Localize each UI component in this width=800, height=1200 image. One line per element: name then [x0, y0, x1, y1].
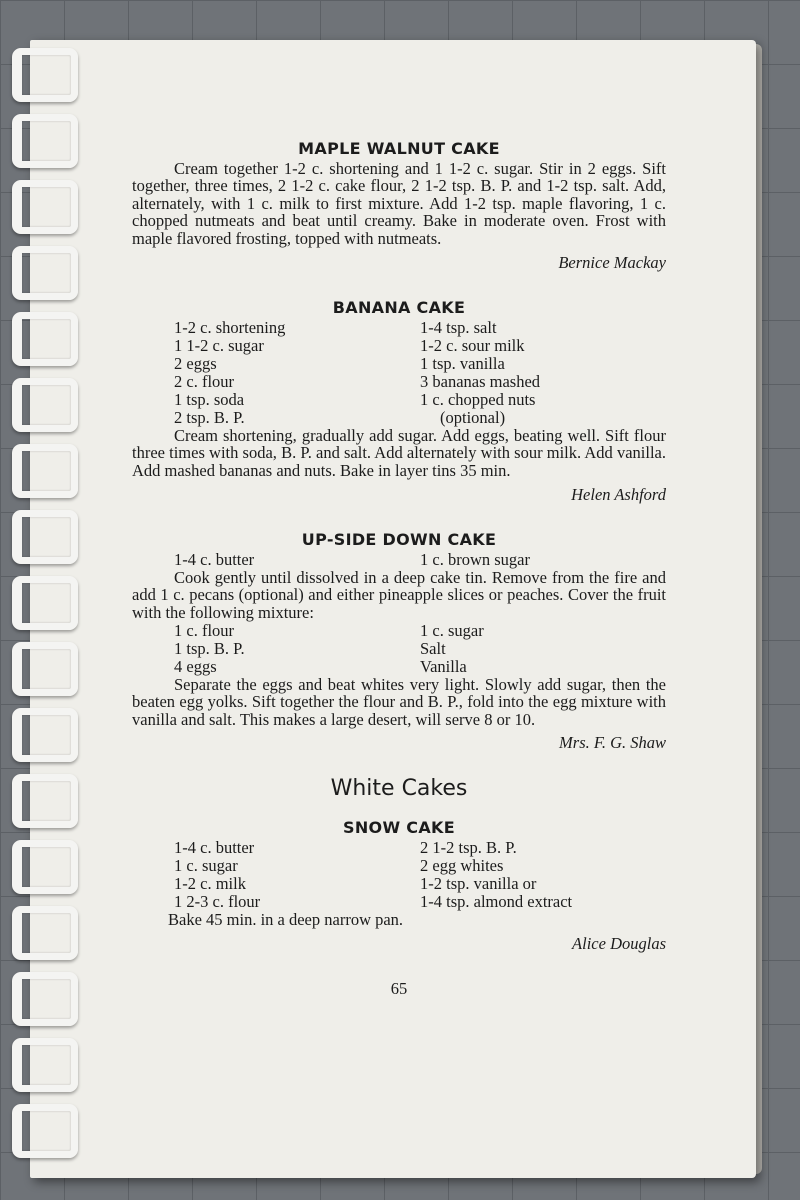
ingredient: 1 2-3 c. flour [174, 892, 261, 912]
ingredient: 1 c. chopped nuts [420, 389, 536, 409]
page-number: 65 [390, 979, 408, 999]
ingredient: 1 tsp. vanilla [420, 353, 505, 373]
binding-ring [12, 114, 78, 168]
binding-ring [12, 840, 78, 894]
binding-ring [12, 1038, 78, 1092]
binding-ring [12, 510, 78, 564]
ingredient-column-left [174, 319, 420, 427]
ingredient: 1 c. flour [174, 620, 235, 640]
recipe-snow-cake [132, 819, 666, 952]
recipe-author: Bernice Mackay [558, 252, 666, 272]
page-content [132, 140, 666, 998]
recipe-maple-walnut-cake [132, 140, 666, 271]
recipe-instructions: Bake 45 min. in a deep narrow pan. [168, 910, 404, 930]
ingredient-column-left [174, 551, 420, 569]
recipe-author: Helen Ashford [571, 484, 666, 504]
ingredient: 1-4 c. butter [174, 838, 255, 858]
binding-ring [12, 708, 78, 762]
binding-ring [12, 1104, 78, 1158]
binding-ring [12, 444, 78, 498]
ingredient: Vanilla [420, 656, 467, 676]
binding-ring [12, 180, 78, 234]
ingredient-list [174, 839, 666, 911]
binding-ring [12, 906, 78, 960]
ingredient: 1-2 c. sour milk [420, 335, 525, 355]
ingredient: 4 eggs [174, 656, 217, 676]
recipe-instructions: Cream together 1-2 c. shortening and 1 1-2 c. sugar. Stir in 2 eggs. Sift together, three times, 2 1-2 c. cake flour, 2 1-2 tsp. B. P. and 1-2 tsp. salt. Add, alternately, with 1 c. milk to first mixture. Add 1-2 tsp. maple flavoring, 1 c. chopped nutmeats and beat until creamy. Bake in moderate oven. Frost with maple flavored frosting, topped with nutmeats. [132, 158, 666, 248]
ingredient: 2 eggs [174, 353, 217, 373]
binding-ring [12, 972, 78, 1026]
ingredient: 1-4 tsp. almond extract [420, 892, 573, 912]
binding-ring [12, 774, 78, 828]
binding-ring [12, 246, 78, 300]
binding-ring [12, 48, 78, 102]
ingredient-column-left [174, 839, 420, 911]
binding-ring [12, 642, 78, 696]
ingredient-column-right [420, 319, 666, 427]
recipe-instructions: Cream shortening, gradually add sugar. Add eggs, beating well. Sift flour three times with soda, B. P. and salt. Add alternately with sour milk. Add vanilla. Add mashed bananas and nuts. Bake in layer tins 35 min. [132, 425, 666, 480]
ingredient-list [174, 319, 666, 427]
ingredient-column-right [420, 551, 666, 569]
recipe-title: UP-SIDE DOWN CAKE [301, 530, 497, 550]
recipe-title: MAPLE WALNUT CAKE [298, 139, 500, 158]
recipe-author: Alice Douglas [572, 933, 666, 953]
ingredient: 1 c. sugar [174, 856, 238, 876]
ingredient: 2 c. flour [174, 371, 235, 391]
ingredient: 1-2 c. milk [174, 874, 246, 894]
ingredient-list-topping [174, 622, 666, 676]
ingredient: 2 egg whites [420, 856, 504, 876]
ingredient: 1-4 c. butter [174, 549, 255, 569]
ingredient: 1-2 tsp. vanilla or [420, 874, 537, 894]
ingredient: Salt [420, 638, 446, 658]
recipe-instructions: Cook gently until dissolved in a deep cake tin. Remove from the fire and add 1 c. pecans (optional) and either pineapple slices or peaches. Cover the fruit with the following mixture: [132, 567, 666, 622]
binding-ring [12, 378, 78, 432]
spiral-binding [0, 0, 100, 1200]
ingredient: 1 tsp. B. P. [174, 638, 245, 658]
ingredient: 1-4 tsp. salt [420, 317, 497, 337]
binding-ring [12, 312, 78, 366]
ingredient-column-right [420, 839, 666, 911]
recipe-banana-cake [132, 299, 666, 503]
recipe-upside-down-cake [132, 531, 666, 752]
ingredient: 1 c. brown sugar [420, 549, 530, 569]
ingredient: 2 tsp. B. P. [174, 407, 245, 427]
recipe-author: Mrs. F. G. Shaw [559, 733, 666, 753]
ingredient-column-right [420, 622, 666, 676]
ingredient: 1-2 c. shortening [174, 317, 286, 337]
ingredient: 1 1-2 c. sugar [174, 335, 264, 355]
ingredient-list [174, 551, 666, 569]
ingredient: 3 bananas mashed [420, 371, 541, 391]
ingredient: 1 c. sugar [420, 620, 484, 640]
recipe-title: BANANA CAKE [332, 298, 466, 318]
ingredient: 1 tsp. soda [174, 389, 245, 409]
recipe-title: SNOW CAKE [343, 818, 455, 838]
ingredient: (optional) [440, 407, 506, 427]
ingredient: 2 1-2 tsp. B. P. [420, 838, 517, 858]
ingredient-column-left [174, 622, 420, 676]
section-heading: White Cakes [330, 775, 468, 801]
recipe-instructions-continued: Separate the eggs and beat whites very light. Slowly add sugar, then the beaten egg yolks. Sift together the flour and B. P., fold into the egg mixture with vanilla and salt. This makes a large desert, will serve 8 or 10. [132, 674, 666, 729]
binding-ring [12, 576, 78, 630]
